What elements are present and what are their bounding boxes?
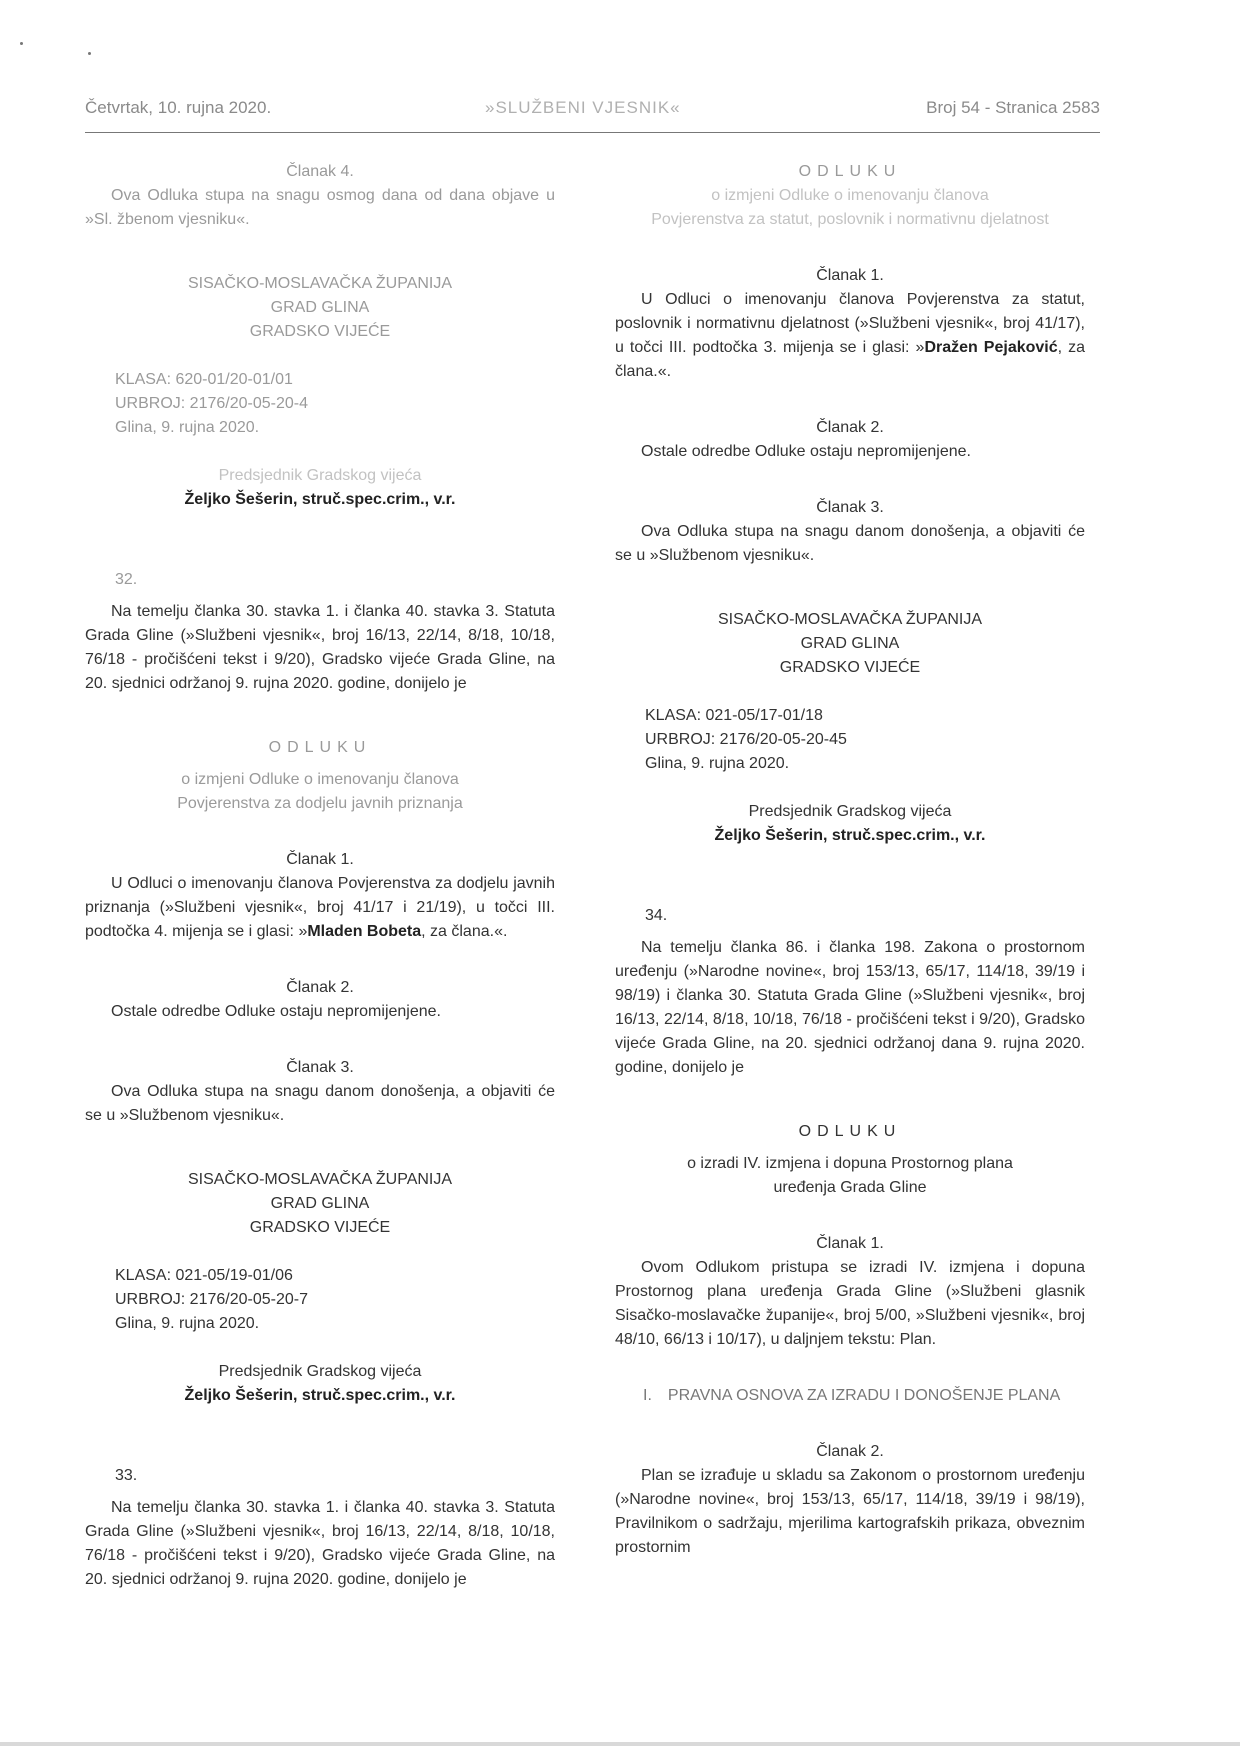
klasa: KLASA: 620-01/20-01/01 — [115, 371, 293, 388]
document-meta — [615, 704, 1085, 776]
authority-council: GRADSKO VIJEĆE — [249, 1219, 391, 1236]
article-heading: Članak 3. — [816, 499, 884, 516]
article-text: Ovom Odlukom pristupa se izradi IV. izmjena i dopuna Prostornog plana uređenja Grada Gline (»Službeni glasnik Sisačko-moslavačke županije«, broj 5/00, »Službeni vjesnik«, broj 48/10, 66/13 i 10/17), u daljnjem tekstu: Plan. — [615, 1259, 1085, 1348]
authority-block — [85, 272, 555, 344]
article-heading: Članak 1. — [816, 267, 884, 284]
article-text: Ova Odluka stupa na snagu danom donošenja, a objaviti će se u »Službenom vjesniku«. — [85, 1083, 555, 1124]
article-text: U Odluci o imenovanju članova Povjerenstva za dodjelu javnih priznanja (»Službeni vjesnik«, broj 41/17 i 21/19), u točci III. podtočka 4. mijenja se i glasi: »Mladen Bobeta, za člana.«. — [85, 875, 555, 940]
decision-subtitle: o izmjeni Odluke o imenovanju članova — [711, 187, 989, 204]
signature-title: Predsjednik Gradskog vijeća — [218, 467, 422, 484]
member-name: Mladen Bobeta — [307, 923, 422, 940]
authority-council: GRADSKO VIJEĆE — [779, 659, 921, 676]
authority-county: SISAČKO-MOSLAVAČKA ŽUPANIJA — [717, 611, 983, 628]
authority-block — [85, 1168, 555, 1240]
intro-text-34: Na temelju članka 86. i članka 198. Zakona o prostornom uređenju (»Narodne novine«, broj 153/13, 65/17, 114/18, 39/19 i 98/19) i članka 30. Statuta Grada Gline (»Službeni vjesnik«, broj 16/13, 22/14, 8/18, 10/18, 76/18 - pročišćeni tekst i 9/20), Gradsko vijeće Grada Gline, na 20. sjednici održanoj dana 9. rujna 2020. godine, donijelo je — [615, 939, 1085, 1076]
place-date: Glina, 9. rujna 2020. — [645, 755, 790, 772]
article-text: U Odluci o imenovanju članova Povjerenstva za statut, poslovnik i normativnu djelatnost (»Službeni vjesnik«, broj 41/17), u točci III. podtočka 3. mijenja se i glasi: »Dražen Pejaković, za člana.«. — [615, 291, 1086, 380]
section-title: PRAVNA OSNOVA ZA IZRADU I DONOŠENJE PLANA — [667, 1387, 1061, 1404]
item-number-32: 32. — [115, 571, 138, 588]
member-name: Dražen Pejaković — [924, 339, 1058, 356]
signature-block — [85, 1360, 555, 1408]
header-rule — [85, 132, 1100, 133]
authority-county: SISAČKO-MOSLAVAČKA ŽUPANIJA — [187, 1171, 453, 1188]
urbroj: URBROJ: 2176/20-05-20-7 — [115, 1291, 308, 1308]
decision-subtitle: Povjerenstva za dodjelu javnih priznanja — [177, 795, 463, 812]
article-text: Ostale odredbe Odluke ostaju nepromijenjene. — [641, 443, 971, 460]
authority-city: GRAD GLINA — [800, 635, 900, 652]
signature-name: Željko Šešerin, struč.spec.crim., v.r. — [184, 491, 456, 508]
decision-subtitle: uređenja Grada Gline — [773, 1179, 927, 1196]
decision-title: ODLUKU — [798, 1123, 902, 1140]
item-number-33: 33. — [115, 1467, 138, 1484]
signature-block — [615, 800, 1085, 848]
right-column — [615, 160, 1085, 1560]
authority-city: GRAD GLINA — [270, 1195, 370, 1212]
signature-title: Predsjednik Gradskog vijeća — [218, 1363, 422, 1380]
article-heading: Članak 4. — [286, 163, 354, 180]
page-header — [85, 98, 1100, 128]
intro-text-32: Na temelju članka 30. stavka 1. i članka 40. stavka 3. Statuta Grada Gline (»Službeni vjesnik«, broj 16/13, 22/14, 8/18, 10/18, 76/18 - pročišćeni tekst i 9/20), Gradsko vijeće Grada Gline, na 20. sjednici održanoj 9. rujna 2020. godine, donijelo je — [85, 603, 555, 692]
header-publication: »SLUŽBENI VJESNIK« — [485, 98, 681, 117]
article-heading: Članak 3. — [286, 1059, 354, 1076]
signature-name: Željko Šešerin, struč.spec.crim., v.r. — [184, 1387, 456, 1404]
urbroj: URBROJ: 2176/20-05-20-45 — [645, 731, 847, 748]
place-date: Glina, 9. rujna 2020. — [115, 419, 260, 436]
scan-speck — [88, 52, 91, 55]
scan-edge — [0, 1742, 1240, 1746]
authority-block — [615, 608, 1085, 680]
article-heading: Članak 1. — [286, 851, 354, 868]
klasa: KLASA: 021-05/17-01/18 — [645, 707, 823, 724]
article-heading: Članak 2. — [816, 1443, 884, 1460]
klasa: KLASA: 021-05/19-01/06 — [115, 1267, 293, 1284]
decision-subtitle: o izradi IV. izmjena i dopuna Prostornog plana — [687, 1155, 1013, 1172]
article-heading: Članak 2. — [286, 979, 354, 996]
header-date: Četvrtak, 10. rujna 2020. — [85, 98, 272, 117]
article-heading: Članak 2. — [816, 419, 884, 436]
item-number-34: 34. — [645, 907, 668, 924]
intro-text-33: Na temelju članka 30. stavka 1. i članka 40. stavka 3. Statuta Grada Gline (»Službeni vjesnik«, broj 16/13, 22/14, 8/18, 10/18, 76/18 - pročišćeni tekst i 9/20), Gradsko vijeće Grada Gline, na 20. sjednici održanoj 9. rujna 2020. godine, donijelo je — [85, 1499, 555, 1588]
urbroj: URBROJ: 2176/20-05-20-4 — [115, 395, 308, 412]
article-heading: Članak 1. — [816, 1235, 884, 1252]
decision-title: ODLUKU — [268, 739, 372, 756]
authority-council: GRADSKO VIJEĆE — [249, 323, 391, 340]
place-date: Glina, 9. rujna 2020. — [115, 1315, 260, 1332]
header-page-number: Broj 54 - Stranica 2583 — [926, 98, 1100, 117]
article-text: Ova Odluka stupa na snagu osmog dana od dana objave u »Sl. žbenom vjesniku«. — [85, 187, 555, 228]
decision-title: ODLUKU — [798, 163, 902, 180]
document-meta — [85, 368, 555, 440]
left-column — [85, 160, 555, 1592]
article-text: Plan se izrađuje u skladu sa Zakonom o prostornom uređenju (»Narodne novine«, broj 153/13, 65/17, 114/18, 39/19 i 98/19), Pravilnikom o sadržaju, mjerilima kartografskih prikaza, obveznim prostornim — [615, 1467, 1085, 1556]
signature-name: Željko Šešerin, struč.spec.crim., v.r. — [714, 827, 986, 844]
article-text: Ova Odluka stupa na snagu danom donošenja, a objaviti će se u »Službenom vjesniku«. — [615, 523, 1085, 564]
decision-subtitle: Povjerenstva za statut, poslovnik i normativnu djelatnost — [651, 211, 1049, 228]
section-number: I. — [643, 1387, 652, 1404]
authority-city: GRAD GLINA — [270, 299, 370, 316]
authority-county: SISAČKO-MOSLAVAČKA ŽUPANIJA — [187, 275, 453, 292]
scan-speck — [20, 42, 23, 45]
document-meta — [85, 1264, 555, 1336]
section-heading — [615, 1384, 1085, 1408]
signature-title: Predsjednik Gradskog vijeća — [748, 803, 952, 820]
article-text: Ostale odredbe Odluke ostaju nepromijenjene. — [111, 1003, 441, 1020]
signature-block — [85, 464, 555, 512]
decision-subtitle: o izmjeni Odluke o imenovanju članova — [181, 771, 459, 788]
